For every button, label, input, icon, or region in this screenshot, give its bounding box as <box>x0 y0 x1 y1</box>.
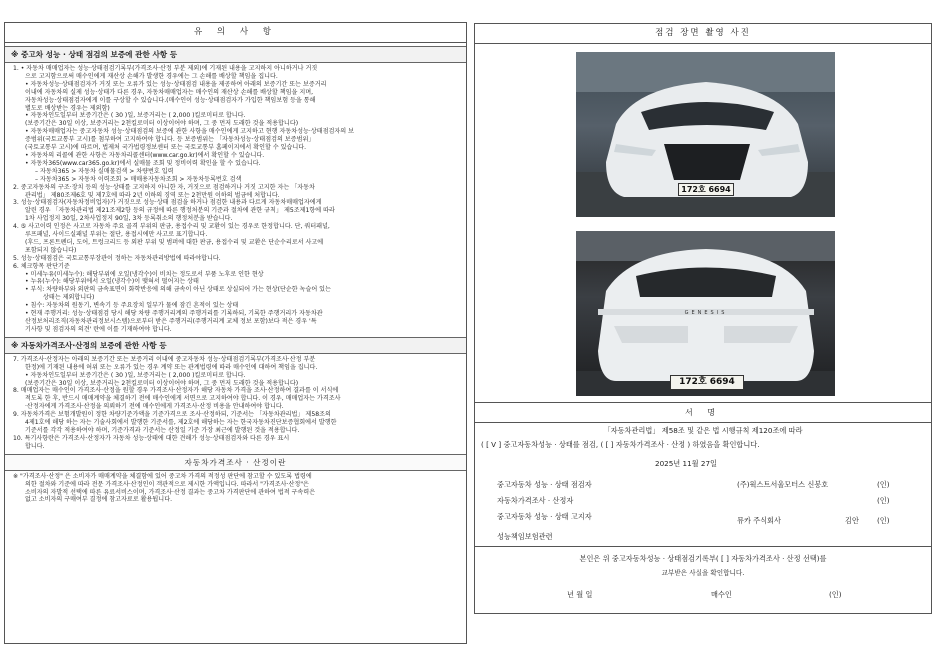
notice-line: • 누유(누수): 해당부위에서 오일(냉각수)이 맺혀서 떨어지는 상태 <box>25 278 199 286</box>
notice-line: 4제1호에 해당 하는 자는 기술사회에서 발행한 기준서를, 제2호에 해당하는 자는 한국자동차진단보증협회에서 발행한 <box>25 419 337 427</box>
notice-panel <box>4 22 467 644</box>
signature-section-title: 서 명 <box>685 408 721 417</box>
notice-line: 산정보처리조직(자동차관리정보시스템)으로부터 받은 주행거리(주행거리계 교체 정보 포함)보다 적은 경우 '특 <box>25 318 317 325</box>
notice-line: • 자동차의 리콜에 관한 사항은 자동차리콜센터(www.car.go.kr)에서 확인할 수 있습니다. <box>25 151 265 159</box>
inspector-seal: (인) <box>877 480 890 489</box>
car-rear-photo <box>576 231 835 396</box>
notice-line: • 자동차365(www.car365.go.kr)에서 실매물 조회 및 정비이력 확인을 할 수 있습니다. <box>25 159 261 167</box>
notice-line: 포함되지 않습니다) <box>25 246 77 254</box>
car-front-photo <box>576 52 835 217</box>
warranty-inspection-items <box>5 65 466 334</box>
notifier-name: 김안 <box>845 516 859 525</box>
notice-line: 적도록 한 후, 반드시 매매계약을 체결하기 전에 매수인에게 서면으로 고지하여야 합니다. 이 경우, 매매업자는 가격조사 <box>25 395 341 403</box>
notice-line: 별도로 배상받는 경우는 제외함) <box>25 104 110 112</box>
notice-line: ·산정자에게 가격조사·산정을 의뢰하기 전에 매수인에게 가격조사·산정 비용을 안내하여야 합니다. <box>25 403 284 411</box>
buyer-date-blank: 년 월 일 <box>567 590 593 599</box>
license-plate-rear: 172호 6694 <box>670 375 744 390</box>
section-warranty-price: ※ 자동차가격조사·산정의 보증에 관한 사항 등 <box>5 337 466 354</box>
notice-line: 1차 사업정지 30일, 2차사업정지 90일, 3차 등록취소의 행정처분을 받습니다. <box>25 215 233 223</box>
notice-line: 7. 가격조사·산정자는 아래의 보증기간 또는 보증거리 이내에 중고자동차 성능·상태점검기록부(가격조사·산정 부분 <box>13 355 316 363</box>
notice-line: (국토교통부 고시)에 따르며, 법제처 국가법령정보센터 또는 국토교통부 홈페이지에서 확인할 수 있습니다. <box>25 144 307 152</box>
inspector-label: 중고자동차 성능 · 상태 점검자 <box>497 480 592 489</box>
notice-line: 한정)에 기재된 내용에 허위 또는 오류가 있는 경우 계약 또는 관계법령에 따라 매수인에 대하여 책임을 집니다. <box>25 363 318 371</box>
signature-date: 2025년 11월 27일 <box>655 459 717 468</box>
notice-line: 소비자의 자발적 선택에 따른 유료서비스이며, 가격조사·산정 결과는 중고차 가격판단에 관하여 법적 구속력은 <box>25 488 316 496</box>
notice-line: 이내에 자동차의 실제 성능·상태가 다른 경우, 자동차매매업자는 매수인의 재산상 손해를 배상할 책임을 지며, <box>25 88 314 96</box>
notice-line: 루프패널, 사이드실패널 부위는 절단, 용접시에만 사고로 표기합니다. <box>25 231 208 239</box>
notice-line: 3. 성능·상태점검자(자동차정비업자)가 거짓으로 성능·상태 점검을 하거나 점검한 내용과 다르게 자동차매매업자에게 <box>13 199 322 207</box>
notice-line: 1. • 자동차 매매업자는 성능·상태점검기록부(가격조사·산정 부분 제외)에 기재된 내용을 고지하지 아니하거나 거짓 <box>13 65 318 72</box>
warranty-price-items <box>5 356 466 451</box>
law-statement-line2: ( [ V ] 중고자동차성능 · 상태를 점검, ( [ ] 자동차가격조사 · 산정 ) 하였음을 확인합니다. <box>481 440 760 449</box>
inspector-value: (주)웍스트서울모터스 신봉호 <box>737 480 829 489</box>
buyer-seal: (인) <box>829 590 842 599</box>
notifier-label: 중고자동차 성능 · 상태 고지자 <box>497 512 592 521</box>
notice-line: • 자동차매매업자는 중고자동차 성능·상태점검의 보증에 관한 사항을 매수인에게 고지하고 현행 자동차성능·상태점검자의 보 <box>25 128 354 136</box>
buyer-label: 매수인 <box>711 590 732 599</box>
notice-line: 9. 자동차가격은 보험개발원이 정한 차량기준가액을 기준가격으로 조사·산정하되, 기준서는 「자동차관리법」 제58조의 <box>13 411 331 419</box>
notice-line: 10. 특기사항란은 가격조사·산정자가 자동차 성능·상태에 대한 견해가 성능·상태점검자와 다른 경우 표시 <box>13 434 290 442</box>
notice-line: – 자동차365 > 자동차 실매물검색 > 차량번호 입력 <box>35 167 174 175</box>
notice-line: 5. 성능·상태점검은 국토교통부장관이 정하는 자동차관리방법에 따라야합니다. <box>13 254 221 262</box>
notice-line: (보증기간은 30일 이상, 보증거리는 2천킬로미터 이상이어야 하며, 그 중 먼저 도래한 것을 적용합니다) <box>25 379 299 387</box>
notice-line: 자동차성능·상태점검자에게 이를 구상할 수 있습니다.(매수인이 성능·상태점검자가 가입한 책임보험 등을 통해 <box>25 96 316 104</box>
buyer-confirm-line2: 교부받은 사실을 확인합니다. <box>661 569 745 577</box>
liability-insurance-label: 성능책임보험관련 <box>497 532 553 541</box>
notice-line: 6. 체크항목 판단기준 <box>13 262 70 270</box>
genesis-wordmark: GENESIS <box>684 310 728 316</box>
section-warranty-inspection: ※ 중고차 성능 · 상태 점검의 보증에 관한 사항 등 <box>5 46 466 63</box>
price-definition-items <box>5 473 466 505</box>
photo-signature-panel <box>474 23 932 614</box>
notice-line: 관리법」 제80조제6호 및 제7호에 따라 2년 이하의 징역 또는 2천만원 이하의 벌금에 처합니다. <box>25 191 280 199</box>
notice-line: (후드, 프론트펜더, 도어, 트렁크리드 등 외판 부위 및 범퍼에 대한 판금, 용접수리 및 교환은 단순수리로서 사고에 <box>25 238 324 246</box>
notifier-value: 뮤카 주식회사 <box>737 516 781 525</box>
notice-line: 알린 경우 「자동차관리법 제21조제2항 등의 규정에 따른 행정처분의 기준과 절차에 관한 규칙」 제5조제1항에 따라 <box>25 207 335 215</box>
notice-line: 2. 중고자동차의 구조·장치 등의 성능·상태를 고지하지 아니한 자, 거짓으로 점검하거나 거짓 고지한 자는 「자동차 <box>13 183 315 191</box>
notice-line: • 현재 주행거리: 성능·상태점검 당시 해당 차량 주행거리계의 주행거리를 기록하되, 기록한 주행거리가 자동차관 <box>25 310 323 318</box>
notice-line: 기준서를 각각 적용하여야 하며, 기준가격과 기준서는 산정일 기준 가장 최근에 발행된 것을 적용합니다. <box>25 426 300 434</box>
notice-line: • 자동차인도일부터 보증기간은 ( 30 )일, 보증거리는 ( 2,000 )킬로미터로 합니다. <box>25 371 246 379</box>
notice-line: • 침수: 자동차의 원동기, 변속기 등 주요장치 일부가 물에 잠긴 흔적이 있는 상태 <box>25 302 239 310</box>
notice-line: 의한 절차와 기준에 따라 전문 가격조사·산정인이 객관적으로 제시한 가액입니다. 따라서 "가격조사·산정"은 <box>25 480 309 488</box>
notice-line: • 미세누유(미세누수): 해당부위에 오일(냉각수)이 비치는 정도로서 부품 노후로 인한 현상 <box>25 270 264 278</box>
notice-line: 상태는 제외합니다) <box>43 294 95 302</box>
notice-line: 증범위(국토교통부 고시)를 첨부하여 고지하여야 합니다. 등 보증범위는 「자동차성능·상태점검의 보증범위」 <box>25 136 315 144</box>
law-statement-line1: 「자동차관리법」 제58조 및 같은 법 시행규칙 제120조에 따라 <box>603 426 803 435</box>
notice-line: (보증기간은 30일 이상, 보증거리는 2천킬로미터 이상이어야 하며, 그 중 먼저 도래한 것을 적용합니다) <box>25 120 299 128</box>
notice-line: 합니다. <box>25 442 45 450</box>
license-plate-front: 172호 6694 <box>678 183 734 196</box>
notice-line: – 자동차365 > 자동차 이력조회 > 매매용자동차조회 > 자동차등록번호 검색 <box>35 175 242 183</box>
notice-line: • 자동차성능·상태점검자가 거짓 또는 오류가 있는 성능·상태점검 내용을 제공하여 아래의 보증기간 또는 보증거리 <box>25 80 327 88</box>
price-assessor-seal: (인) <box>877 496 890 505</box>
notice-line: 8. 매매업자는 매수인이 가격조사·산정을 원할 경우 가격조사·산정자가 해당 자동차 가격을 조사·산정하여 결과를 이 서식에 <box>13 387 339 395</box>
buyer-confirm-line: 본인은 위 중고자동차성능 · 상태점검기록부( [ ] 자동차가격조사 · 산정 선택)를 <box>579 554 827 563</box>
notice-line: • 자동차인도일부터 보증기간은 ( 30 )일, 보증거리는 ( 2,000 )킬로미터로 합니다. <box>25 112 246 120</box>
notice-line: 기사항 및 점검자의 의견' 란에 이를 기재하여야 합니다. <box>25 325 172 333</box>
notice-line: 으로 고지함으로써 매수인에게 재산상 손해가 발생한 경우에는 그 손해를 배상할 책임을 집니다. <box>25 72 278 80</box>
notice-line: 4. ⑤ 사고이력 인정은 사고로 자동차 주요 골격 부위의 판금, 용접수리 및 교환이 있는 경우로 한정합니다. 단, 쿼터패널, <box>13 223 330 231</box>
notice-line: 없고 소비자의 구매여부 결정에 참고자료로 활용됩니다. <box>25 496 173 504</box>
notice-line: • 부식: 차량하부와 외판의 금속표면이 화학반응에 의해 금속이 아닌 상태로 상실되어 가는 현상(단순한 녹슬어 있는 <box>25 286 331 294</box>
price-assessor-label: 자동차가격조사 · 산정자 <box>497 496 574 505</box>
photo-section-title: 점검 장면 촬영 사진 <box>475 24 931 44</box>
notifier-seal: (인) <box>877 516 890 525</box>
section-price-definition: 자동차가격조사 · 산정이란 <box>5 454 466 471</box>
notice-line: ※ "가격조사·산정" 은 소비자가 매매계약을 체결함에 있어 중고차 가격의 적정성 판단에 참고할 수 있도록 법령에 <box>13 472 312 480</box>
notice-title: 유 의 사 항 <box>5 23 466 43</box>
